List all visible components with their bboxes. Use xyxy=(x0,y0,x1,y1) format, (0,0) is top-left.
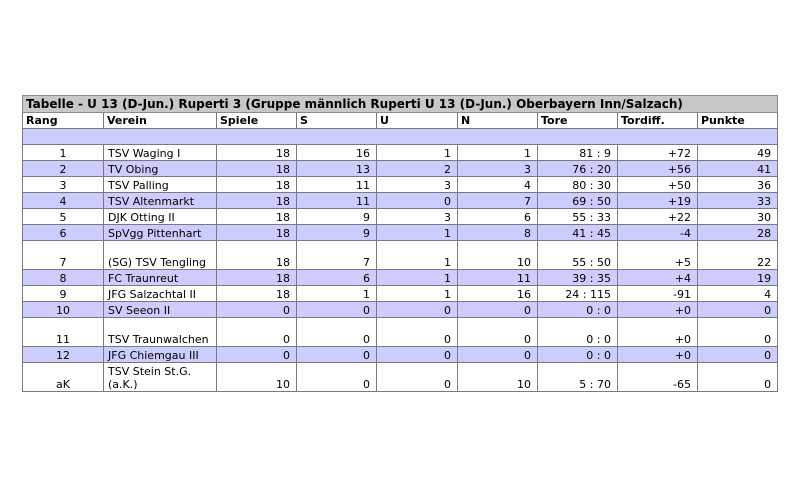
cell-rang: 1 xyxy=(23,145,104,161)
column-header-tordiff: Tordiff. xyxy=(618,113,698,129)
table-row xyxy=(23,225,778,241)
cell-rang: 7 xyxy=(23,241,104,270)
cell-rang: 9 xyxy=(23,286,104,302)
cell-punkte: 41 xyxy=(698,161,778,177)
cell-unentschieden: 3 xyxy=(377,177,458,193)
cell-rang: 4 xyxy=(23,193,104,209)
cell-tore: 69 : 50 xyxy=(538,193,618,209)
cell-niederlagen: 10 xyxy=(458,363,538,392)
cell-niederlagen: 4 xyxy=(458,177,538,193)
cell-unentschieden: 0 xyxy=(377,363,458,392)
cell-tore: 41 : 45 xyxy=(538,225,618,241)
cell-rang: 3 xyxy=(23,177,104,193)
cell-verein: TSV Stein St.G. (a.K.) xyxy=(104,363,217,392)
cell-tore: 0 : 0 xyxy=(538,347,618,363)
cell-punkte: 28 xyxy=(698,225,778,241)
cell-tordiff: +72 xyxy=(618,145,698,161)
cell-rang: 12 xyxy=(23,347,104,363)
cell-tordiff: -65 xyxy=(618,363,698,392)
spacer-row xyxy=(23,129,778,145)
cell-tore: 5 : 70 xyxy=(538,363,618,392)
cell-verein: JFG Chiemgau III xyxy=(104,347,217,363)
column-header-punkte: Punkte xyxy=(698,113,778,129)
column-header-n: N xyxy=(458,113,538,129)
cell-spiele: 0 xyxy=(217,302,297,318)
table-body xyxy=(23,145,778,392)
table-row xyxy=(23,145,778,161)
cell-siege: 9 xyxy=(297,209,377,225)
cell-niederlagen: 10 xyxy=(458,241,538,270)
table-row xyxy=(23,161,778,177)
table-row xyxy=(23,318,778,347)
cell-siege: 1 xyxy=(297,286,377,302)
cell-rang: 6 xyxy=(23,225,104,241)
cell-unentschieden: 1 xyxy=(377,225,458,241)
cell-tore: 76 : 20 xyxy=(538,161,618,177)
cell-tordiff: -4 xyxy=(618,225,698,241)
cell-unentschieden: 3 xyxy=(377,209,458,225)
column-header-verein: Verein xyxy=(104,113,217,129)
cell-punkte: 19 xyxy=(698,270,778,286)
cell-tordiff: -91 xyxy=(618,286,698,302)
cell-siege: 11 xyxy=(297,177,377,193)
cell-unentschieden: 0 xyxy=(377,347,458,363)
cell-tordiff: +0 xyxy=(618,318,698,347)
cell-unentschieden: 1 xyxy=(377,145,458,161)
cell-niederlagen: 8 xyxy=(458,225,538,241)
cell-tore: 81 : 9 xyxy=(538,145,618,161)
cell-verein: SV Seeon II xyxy=(104,302,217,318)
cell-siege: 9 xyxy=(297,225,377,241)
cell-siege: 11 xyxy=(297,193,377,209)
cell-niederlagen: 6 xyxy=(458,209,538,225)
cell-tordiff: +22 xyxy=(618,209,698,225)
cell-siege: 0 xyxy=(297,318,377,347)
cell-punkte: 30 xyxy=(698,209,778,225)
cell-niederlagen: 16 xyxy=(458,286,538,302)
cell-siege: 7 xyxy=(297,241,377,270)
cell-siege: 16 xyxy=(297,145,377,161)
cell-siege: 0 xyxy=(297,363,377,392)
cell-verein: FC Traunreut xyxy=(104,270,217,286)
cell-niederlagen: 11 xyxy=(458,270,538,286)
cell-unentschieden: 0 xyxy=(377,193,458,209)
column-header-spiele: Spiele xyxy=(217,113,297,129)
cell-unentschieden: 1 xyxy=(377,270,458,286)
cell-punkte: 4 xyxy=(698,286,778,302)
cell-punkte: 0 xyxy=(698,363,778,392)
table-row xyxy=(23,270,778,286)
cell-niederlagen: 0 xyxy=(458,347,538,363)
cell-tordiff: +4 xyxy=(618,270,698,286)
standings-table-container xyxy=(22,95,777,392)
cell-unentschieden: 1 xyxy=(377,286,458,302)
cell-unentschieden: 1 xyxy=(377,241,458,270)
cell-punkte: 0 xyxy=(698,347,778,363)
cell-spiele: 0 xyxy=(217,347,297,363)
cell-verein: JFG Salzachtal II xyxy=(104,286,217,302)
cell-unentschieden: 0 xyxy=(377,318,458,347)
cell-punkte: 49 xyxy=(698,145,778,161)
table-row xyxy=(23,286,778,302)
cell-punkte: 0 xyxy=(698,318,778,347)
table-row xyxy=(23,302,778,318)
column-header-tore: Tore xyxy=(538,113,618,129)
cell-spiele: 18 xyxy=(217,177,297,193)
column-header-u: U xyxy=(377,113,458,129)
cell-rang: 11 xyxy=(23,318,104,347)
cell-siege: 0 xyxy=(297,302,377,318)
standings-table xyxy=(22,95,778,392)
table-title: Tabelle - U 13 (D-Jun.) Ruperti 3 (Gruppe männlich Ruperti U 13 (D-Jun.) Oberbayern Inn/Salzach) xyxy=(23,96,778,113)
cell-tore: 24 : 115 xyxy=(538,286,618,302)
spacer-cell xyxy=(23,129,778,145)
cell-tore: 39 : 35 xyxy=(538,270,618,286)
cell-tordiff: +0 xyxy=(618,347,698,363)
table-row xyxy=(23,363,778,392)
header-row xyxy=(23,113,778,129)
cell-rang: 8 xyxy=(23,270,104,286)
cell-spiele: 18 xyxy=(217,225,297,241)
cell-tore: 0 : 0 xyxy=(538,302,618,318)
cell-spiele: 18 xyxy=(217,270,297,286)
cell-verein: TSV Traunwalchen xyxy=(104,318,217,347)
cell-verein: TSV Palling xyxy=(104,177,217,193)
cell-verein: TSV Waging I xyxy=(104,145,217,161)
cell-niederlagen: 0 xyxy=(458,318,538,347)
cell-punkte: 33 xyxy=(698,193,778,209)
column-header-rang: Rang xyxy=(23,113,104,129)
table-row xyxy=(23,177,778,193)
cell-unentschieden: 2 xyxy=(377,161,458,177)
cell-spiele: 18 xyxy=(217,161,297,177)
table-row xyxy=(23,241,778,270)
cell-punkte: 36 xyxy=(698,177,778,193)
table-row xyxy=(23,193,778,209)
cell-siege: 13 xyxy=(297,161,377,177)
cell-tore: 0 : 0 xyxy=(538,318,618,347)
cell-niederlagen: 1 xyxy=(458,145,538,161)
cell-spiele: 18 xyxy=(217,145,297,161)
cell-verein: (SG) TSV Tengling xyxy=(104,241,217,270)
cell-unentschieden: 0 xyxy=(377,302,458,318)
cell-rang: 2 xyxy=(23,161,104,177)
cell-niederlagen: 3 xyxy=(458,161,538,177)
cell-siege: 0 xyxy=(297,347,377,363)
cell-rang: aK xyxy=(23,363,104,392)
cell-spiele: 18 xyxy=(217,193,297,209)
cell-rang: 10 xyxy=(23,302,104,318)
cell-spiele: 18 xyxy=(217,209,297,225)
cell-tordiff: +50 xyxy=(618,177,698,193)
cell-rang: 5 xyxy=(23,209,104,225)
cell-tore: 80 : 30 xyxy=(538,177,618,193)
cell-siege: 6 xyxy=(297,270,377,286)
cell-punkte: 22 xyxy=(698,241,778,270)
cell-niederlagen: 0 xyxy=(458,302,538,318)
cell-spiele: 10 xyxy=(217,363,297,392)
cell-tordiff: +19 xyxy=(618,193,698,209)
column-header-s: S xyxy=(297,113,377,129)
cell-spiele: 18 xyxy=(217,286,297,302)
cell-verein: DJK Otting II xyxy=(104,209,217,225)
cell-verein: TSV Altenmarkt xyxy=(104,193,217,209)
cell-punkte: 0 xyxy=(698,302,778,318)
table-caption-row xyxy=(23,96,778,113)
cell-niederlagen: 7 xyxy=(458,193,538,209)
cell-spiele: 18 xyxy=(217,241,297,270)
cell-verein: TV Obing xyxy=(104,161,217,177)
cell-tordiff: +56 xyxy=(618,161,698,177)
table-row xyxy=(23,347,778,363)
cell-tore: 55 : 33 xyxy=(538,209,618,225)
cell-tordiff: +5 xyxy=(618,241,698,270)
table-row xyxy=(23,209,778,225)
cell-tore: 55 : 50 xyxy=(538,241,618,270)
cell-tordiff: +0 xyxy=(618,302,698,318)
cell-verein: SpVgg Pittenhart xyxy=(104,225,217,241)
cell-spiele: 0 xyxy=(217,318,297,347)
